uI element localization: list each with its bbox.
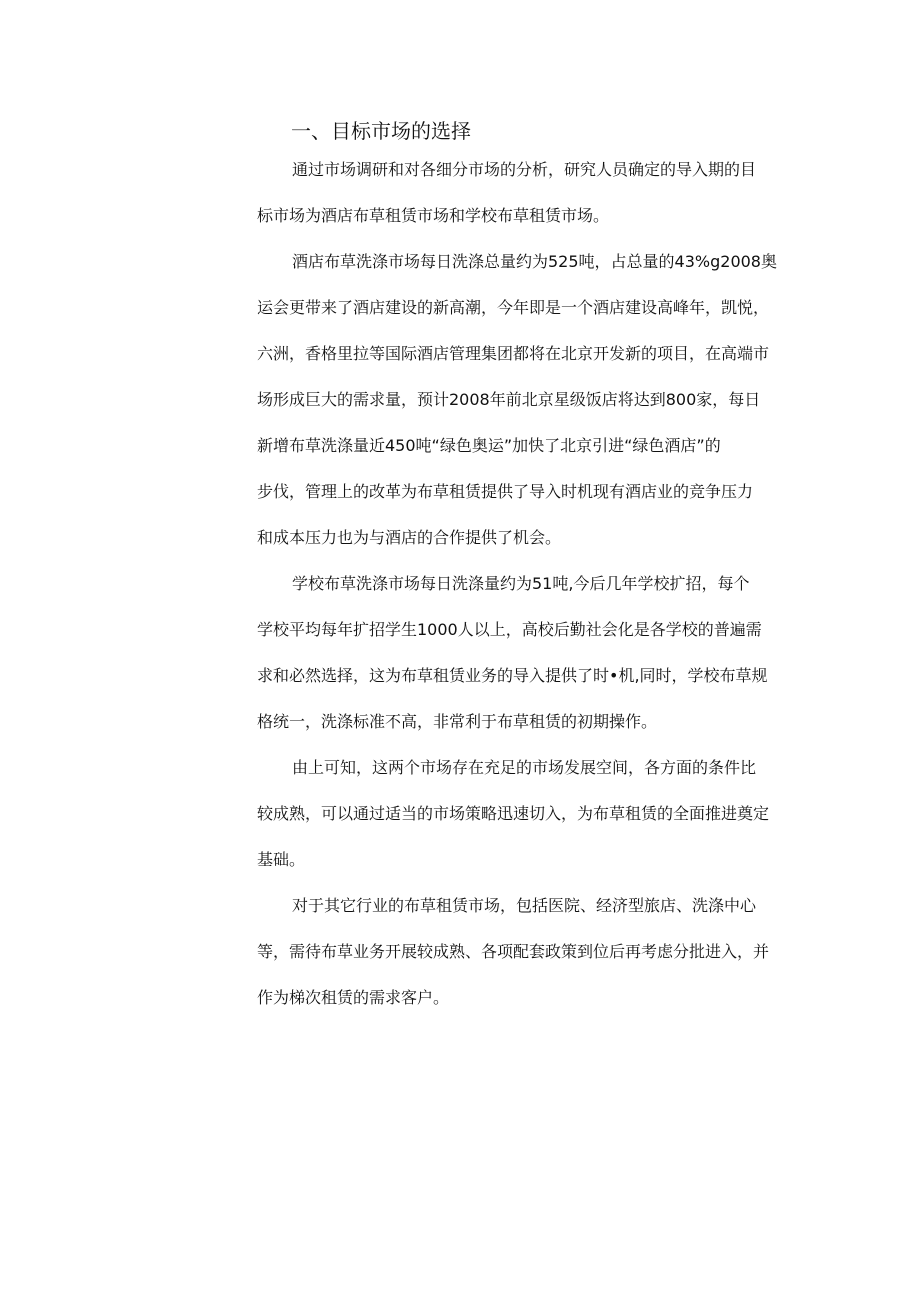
paragraph-line: 步伐，管理上的改革为布草租赁提供了导入时机现有酒店业的竞争压力 [257,482,754,501]
section-heading: 一、目标市场的选择 [291,119,471,143]
paragraph-line: 运会更带来了酒店建设的新高潮，今年即是一个酒店建设高峰年，凯悦， [257,298,770,317]
paragraph-line: 对于其它行业的布草租赁市场，包括医院、经济型旅店、洗涤中心 [292,896,757,915]
paragraph-conclusion [257,745,809,883]
paragraph-line: 场形成巨大的需求量，预计2008年前北京星级饭店将达到800家，每日 [257,390,761,409]
paragraph-line: 由上可知，这两个市场存在充足的市场发展空间，各方面的条件比 [292,758,757,777]
paragraph-line: 求和必然选择，这为布草租赁业务的导入提供了时•机,同时，学校布草规 [257,666,768,685]
paragraph-other-markets [257,883,809,1021]
paragraph-line: 格统一，洗涤标准不高，非常利于布草租赁的初期操作。 [257,712,658,731]
paragraph-line: 和成本压力也为与酒店的合作提供了机会。 [257,528,562,547]
paragraph-line: 通过市场调研和对各细分市场的分析，研究人员确定的导入期的目 [292,160,757,179]
paragraph-line: 酒店布草洗涤市场每日洗涤总量约为525吨，占总量的43%g2008奥 [292,252,777,271]
paragraph-hotel-market [257,239,809,561]
paragraph-line: 新增布草洗涤量近450吨“绿色奥运”加快了北京引进“绿色酒店”的 [257,436,721,455]
paragraph-school-market [257,561,809,745]
paragraph-line: 等，需待布草业务开展较成熟、各项配套政策到位后再考虑分批进入，并 [257,942,770,961]
paragraph-line: 基础。 [257,850,306,869]
paragraph-line: 学校布草洗涤市场每日洗涤量约为51吨,今后几年学校扩招，每个 [292,574,750,593]
paragraph-target-market [257,147,809,239]
paragraph-line: 较成熟，可以通过适当的市场策略迅速切入，为布草租赁的全面推进奠定 [257,804,770,823]
paragraph-line: 作为梯次租赁的需求客户。 [257,988,450,1007]
paragraph-line: 学校平均每年扩招学生1000人以上，高校后勤社会化是各学校的普遍需 [257,620,762,639]
paragraph-line: 标市场为酒店布草租赁市场和学校布草租赁市场。 [257,206,610,225]
paragraph-line: 六洲，香格里拉等国际酒店管理集团都将在北京开发新的项目，在高端市 [257,344,770,363]
document-body [257,147,809,1021]
